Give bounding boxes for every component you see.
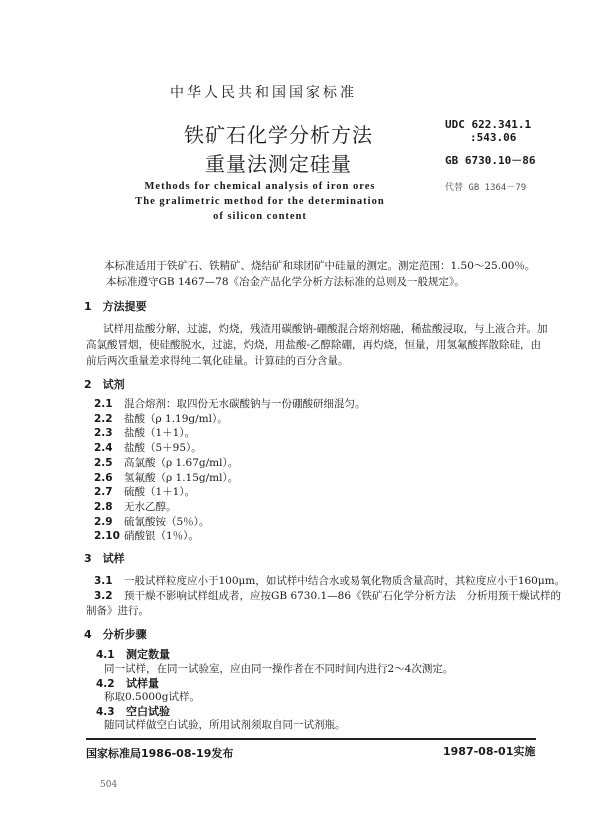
reagent-number: 2.3	[94, 427, 113, 440]
intro-scope: 本标准适用于铁矿石、铁精矿、烧结矿和球团矿中硅量的测定。测定范围：1.50～25.00％。	[104, 260, 536, 272]
english-title-3: of silicon content	[213, 211, 307, 222]
s4-3-body: 随同试样做空白试验，所用试剂须取自同一试剂瓶。	[104, 719, 346, 731]
section-4-heading: 4 分析步骤	[84, 628, 147, 641]
reagent-text: 硫氰酸铵（5％）。	[124, 515, 210, 528]
reagent-number: 2.6	[94, 471, 113, 484]
s4-2-heading: 4.2 试样量	[96, 677, 159, 690]
s4-2-body: 称取0.5000g试样。	[104, 691, 200, 703]
reagent-item	[94, 470, 238, 485]
reagent-number: 2.9	[94, 515, 113, 528]
section-3-heading: 3 试样	[84, 552, 125, 565]
s3-item-2: 3.2 预干燥不影响试样组成者，应按GB 6730.1—86《铁矿石化学分析方法 分析用预干燥试样的	[94, 590, 562, 602]
reagent-text: 盐酸（5＋95）。	[124, 442, 202, 455]
issue-date: 国家标准局1986-08-19发布	[86, 747, 234, 760]
effective-date: 1987-08-01实施	[443, 745, 536, 758]
reagent-item	[94, 455, 238, 470]
reagent-number: 2.10	[94, 530, 120, 543]
reagent-text: 硫酸（1＋1）。	[124, 486, 196, 499]
s3-item-2-cont: 制备》进行。	[86, 605, 149, 617]
s3-item-1: 3.1 一般试样粒度应小于100μm，如试样中结合水或易氧化物质含量高时，其粒度应小于160μm。	[94, 575, 566, 587]
reagent-number: 2.4	[94, 442, 113, 455]
reagent-text: 硝酸银（1％）。	[124, 530, 199, 543]
reagent-item	[94, 499, 177, 514]
reagent-text: 混合熔剂：取四份无水碳酸钠与一份硼酸研细混匀。	[124, 398, 366, 410]
intro-compliance: 本标准遵守GB 1467—78《冶金产品化学分析方法标准的总则及一般规定》。	[106, 276, 465, 288]
udc-code: UDC 622.341.1	[445, 118, 532, 131]
page-number: 504	[100, 780, 118, 790]
reagent-text: 盐酸（1＋1）。	[124, 427, 196, 440]
reagent-item	[94, 528, 199, 543]
reagent-item	[94, 411, 228, 426]
reagent-number: 2.5	[94, 456, 113, 469]
reagent-item	[94, 514, 209, 529]
reagent-number: 2.8	[94, 500, 113, 513]
reagent-text: 盐酸（ρ 1.19g/ml）。	[124, 412, 228, 425]
udc-code-2: :543.06	[470, 131, 517, 144]
s4-1-heading: 4.1 测定数量	[96, 648, 170, 661]
reagent-text: 无水乙醇。	[124, 500, 177, 513]
replaces-note: 代替 GB 1364－79	[445, 183, 527, 193]
reagent-item	[94, 484, 195, 499]
reagent-number: 2.2	[94, 412, 113, 425]
section-1-heading: 1 方法提要	[84, 300, 147, 313]
reagent-text: 高氯酸（ρ 1.67g/ml）。	[124, 456, 239, 469]
s4-3-heading: 4.3 空白试验	[96, 705, 170, 718]
reagent-item	[94, 440, 202, 455]
s4-1-body: 同一试样，在同一试验室，应由同一操作者在不同时间内进行2～4次测定。	[104, 663, 454, 675]
reagent-number: 2.7	[94, 486, 113, 499]
standard-header: 中华人民共和国国家标准	[170, 85, 357, 101]
gb-number: GB 6730.10－86	[445, 154, 536, 167]
footer-rule	[86, 738, 536, 740]
reagent-item	[94, 396, 366, 411]
reagent-text: 氢氟酸（ρ 1.15g/ml）。	[124, 471, 239, 484]
reagent-item	[94, 425, 195, 440]
section-2-heading: 2 试剂	[84, 378, 125, 391]
english-title-1: Methods for chemical analysis of iron ores	[144, 181, 376, 192]
s1-line: 前后两次重量差求得纯二氧化硅量。计算硅的百分含量。	[86, 355, 349, 367]
title-line2: 重量法测定硅量	[205, 152, 352, 176]
english-title-2: The gralimetric method for the determination	[135, 196, 385, 207]
title-line1: 铁矿石化学分析方法	[184, 123, 373, 147]
reagent-number: 2.1	[94, 398, 113, 410]
s1-line: 高氯酸冒烟，使硅酸脱水，过滤，灼烧，用盐酸-乙醇除硼，再灼烧，恒量，用氢氟酸挥散除硅，由	[86, 339, 542, 351]
s1-line: 试样用盐酸分解，过滤，灼烧，残渣用碳酸钠-硼酸混合熔剂熔融，稀盐酸浸取，与上液合并。加	[103, 323, 548, 335]
